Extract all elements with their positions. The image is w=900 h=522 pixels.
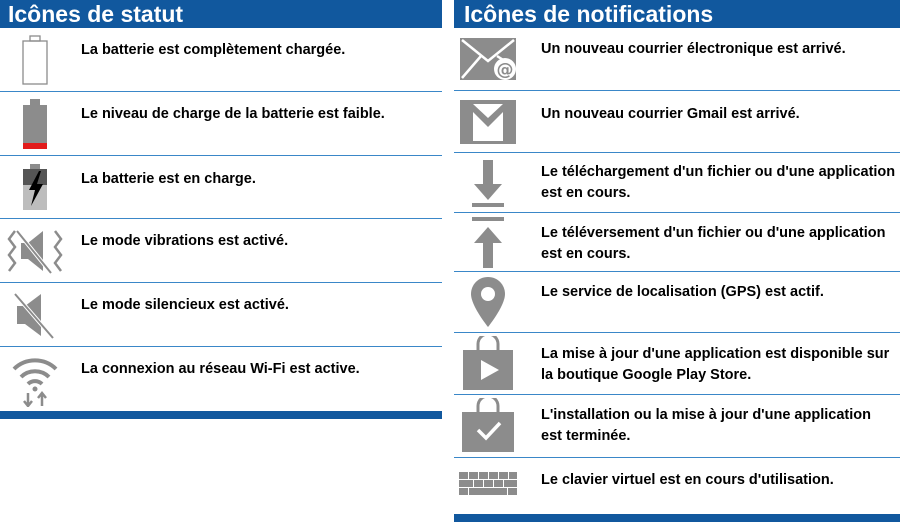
notification-description: La mise à jour d'une application est disponible sur — [541, 346, 890, 362]
status-description: Le niveau de charge de la batterie est faible. — [81, 106, 385, 122]
download-icon — [470, 158, 506, 208]
notification-row — [454, 395, 900, 458]
notification-icons-title: Icônes de notifications — [454, 0, 900, 28]
notification-row — [454, 458, 900, 514]
play-store-update-icon — [461, 336, 515, 392]
status-description: La batterie est complètement chargée. — [81, 42, 346, 58]
notification-description-cont: est terminée. — [541, 428, 631, 444]
notification-row — [454, 153, 900, 213]
notification-panel-footer — [454, 514, 900, 522]
notification-description: Le clavier virtuel est en cours d'utilisation. — [541, 472, 834, 488]
notification-description: Le service de localisation (GPS) est actif. — [541, 284, 824, 300]
notification-description: Un nouveau courrier Gmail est arrivé. — [541, 106, 800, 122]
status-description: Le mode vibrations est activé. — [81, 233, 289, 249]
battery-full-icon — [19, 34, 51, 86]
status-description: La batterie est en charge. — [81, 171, 256, 187]
notification-description: L'installation ou la mise à jour d'une application — [541, 407, 871, 423]
svg-text:@: @ — [496, 60, 514, 80]
status-icons-title: Icônes de statut — [0, 0, 442, 28]
status-row — [0, 28, 442, 92]
status-row — [0, 219, 442, 283]
notification-description: Le téléchargement d'un fichier ou d'une application — [541, 164, 896, 180]
status-description: La connexion au réseau Wi-Fi est active. — [81, 361, 360, 377]
notification-description: Le téléversement d'un fichier ou d'une application — [541, 225, 886, 241]
notification-description: Un nouveau courrier électronique est arrivé. — [541, 41, 846, 57]
status-row — [0, 92, 442, 156]
vibrate-mode-icon — [7, 225, 63, 277]
email-icon — [459, 37, 517, 81]
install-complete-icon — [460, 398, 516, 454]
status-icons-panel — [0, 0, 442, 419]
wifi-active-icon — [9, 351, 61, 407]
notification-description-cont: est en cours. — [541, 185, 631, 201]
status-row — [0, 283, 442, 347]
notification-row — [454, 213, 900, 272]
upload-icon — [470, 215, 506, 269]
notification-description-cont: la boutique Google Play Store. — [541, 367, 752, 383]
notification-description-cont: est en cours. — [541, 246, 631, 262]
status-panel-footer — [0, 411, 442, 419]
status-row — [0, 347, 442, 411]
status-description: Le mode silencieux est activé. — [81, 297, 289, 313]
silent-mode-icon — [13, 290, 57, 340]
notification-row — [454, 333, 900, 395]
notification-row — [454, 91, 900, 153]
notification-row — [454, 272, 900, 333]
location-pin-icon — [469, 275, 507, 329]
notification-row — [454, 28, 900, 91]
battery-low-icon — [20, 97, 50, 151]
battery-charging-icon — [19, 162, 51, 212]
gmail-icon — [459, 99, 517, 145]
notification-icons-panel — [454, 0, 900, 522]
keyboard-icon — [459, 472, 517, 500]
status-row — [0, 156, 442, 219]
